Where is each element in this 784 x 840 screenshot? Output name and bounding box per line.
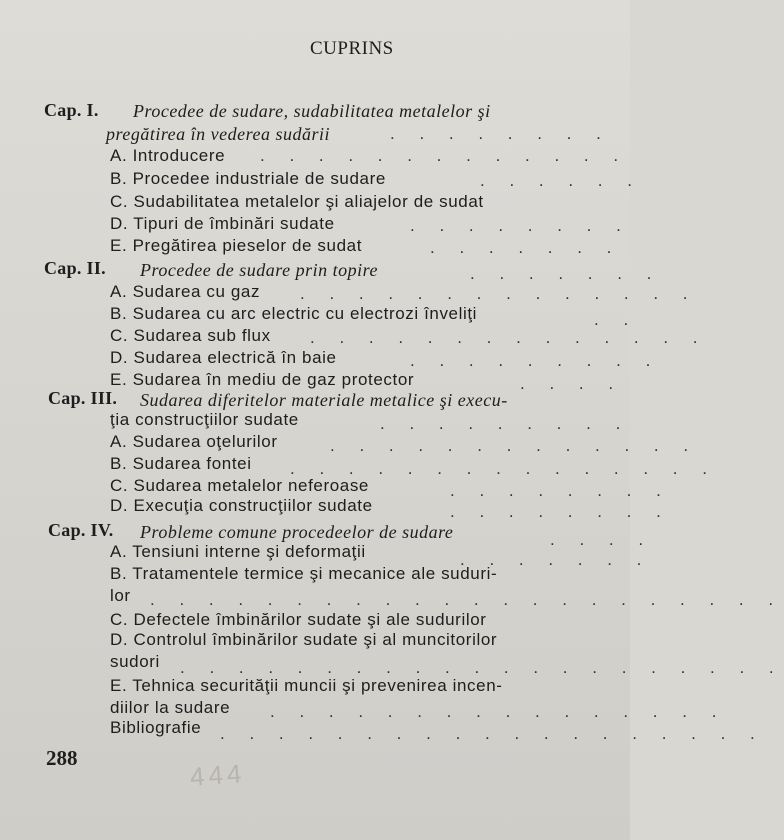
chapter-label: Cap. II.: [44, 258, 106, 278]
leader-dots: . . . . . . . . . . . . . . . .: [270, 702, 727, 721]
leader-dots: . . . . . . . . . . . . . . . . . . . . . .: [150, 590, 784, 609]
chapter-label: Cap. IV.: [48, 520, 114, 540]
section-item: B. Procedee industriale de sudare: [110, 169, 386, 188]
leader-dots: . . . . . . .: [460, 550, 652, 569]
section-item: E. Sudarea în mediu de gaz protector: [110, 370, 415, 389]
leader-dots: . . . . . . . .: [390, 124, 611, 143]
page-number: 288: [46, 746, 78, 770]
section-item: E. Pregătirea pieselor de sudat: [110, 236, 363, 255]
leader-dots: . . . . . .: [480, 171, 642, 190]
section-item: D. Tipuri de îmbinări sudate: [110, 214, 335, 233]
chapter-title: Sudarea diferitelor materiale metalice şi execu-: [140, 390, 508, 410]
section-item: D. Execuţia construcţiilor sudate: [110, 496, 373, 515]
section-item: C. Defectele îmbinărilor sudate şi ale sudurilor: [110, 610, 487, 629]
leader-dots: . . . . . . . . . . . . .: [330, 436, 699, 455]
section-item: B. Sudarea cu arc electric cu electrozi înveliţi: [110, 304, 478, 323]
section-item: A. Introducere: [110, 146, 226, 165]
chapter-title-continued: ţia construcţiilor sudate: [110, 410, 299, 429]
chapter-label: Cap. I.: [44, 100, 99, 120]
pencil-annotation: 444: [188, 758, 247, 792]
section-item: A. Sudarea oţelurilor: [110, 432, 278, 451]
page-title: CUPRINS: [310, 38, 394, 59]
chapter-title: Procedee de sudare, sudabilitatea metalelor şi: [133, 101, 491, 121]
leader-dots: . . . . . . . .: [450, 502, 671, 521]
leader-dots: . . . . . . . . . . . . .: [260, 146, 629, 165]
leader-dots: . . . .: [550, 530, 654, 549]
leader-dots: . . . . . . .: [470, 264, 662, 283]
section-item: diilor la sudare: [110, 698, 231, 717]
section-item: D. Controlul îmbinărilor sudate şi al muncitorilor: [110, 630, 498, 649]
section-item: D. Sudarea electrică în baie: [110, 348, 337, 367]
section-item: A. Sudarea cu gaz: [110, 282, 261, 301]
leader-dots: . . . . . . . . . . . . . .: [300, 284, 698, 303]
leader-dots: . . . . . . . . .: [410, 351, 661, 370]
section-item: lor: [110, 586, 131, 605]
section-item: A. Tensiuni interne şi deformaţii: [110, 542, 366, 561]
leader-dots: . . . .: [520, 374, 624, 393]
leader-dots: . . . . . . . . . . . . . .: [310, 328, 708, 347]
section-item: C. Sudarea sub flux: [110, 326, 271, 345]
leader-dots: . . . . . . .: [430, 238, 622, 257]
leader-dots: . .: [594, 310, 639, 329]
section-item: B. Tratamentele termice şi mecanice ale suduri-: [110, 564, 498, 583]
section-item: C. Sudabilitatea metalelor şi aliajelor de sudat: [110, 192, 484, 211]
section-item: C. Sudarea metalelor neferoase: [110, 476, 369, 495]
leader-dots: . . . . . . . . .: [380, 414, 631, 433]
leader-dots: . . . . . . . .: [450, 481, 671, 500]
chapter-title: Procedee de sudare prin topire: [140, 260, 378, 280]
leader-dots: . . . . . . . . . . . . . . . . . . . . .: [180, 658, 784, 677]
chapter-title: pregătirea în vederea sudării: [106, 124, 330, 144]
section-item: E. Tehnica securităţii muncii şi prevenirea incen-: [110, 676, 503, 695]
leader-dots: . . . . . . . . . . . . . . .: [290, 459, 717, 478]
section-item: B. Sudarea fontei: [110, 454, 252, 473]
chapter-title: Probleme comune procedeelor de sudare: [140, 522, 454, 542]
section-item: Bibliografie: [110, 718, 202, 737]
leader-dots: . . . . . . . . . . . . . . . . . . .: [220, 724, 765, 743]
section-item: sudori: [110, 652, 160, 671]
chapter-label: Cap. III.: [48, 388, 118, 408]
leader-dots: . . . . . . . .: [410, 216, 631, 235]
